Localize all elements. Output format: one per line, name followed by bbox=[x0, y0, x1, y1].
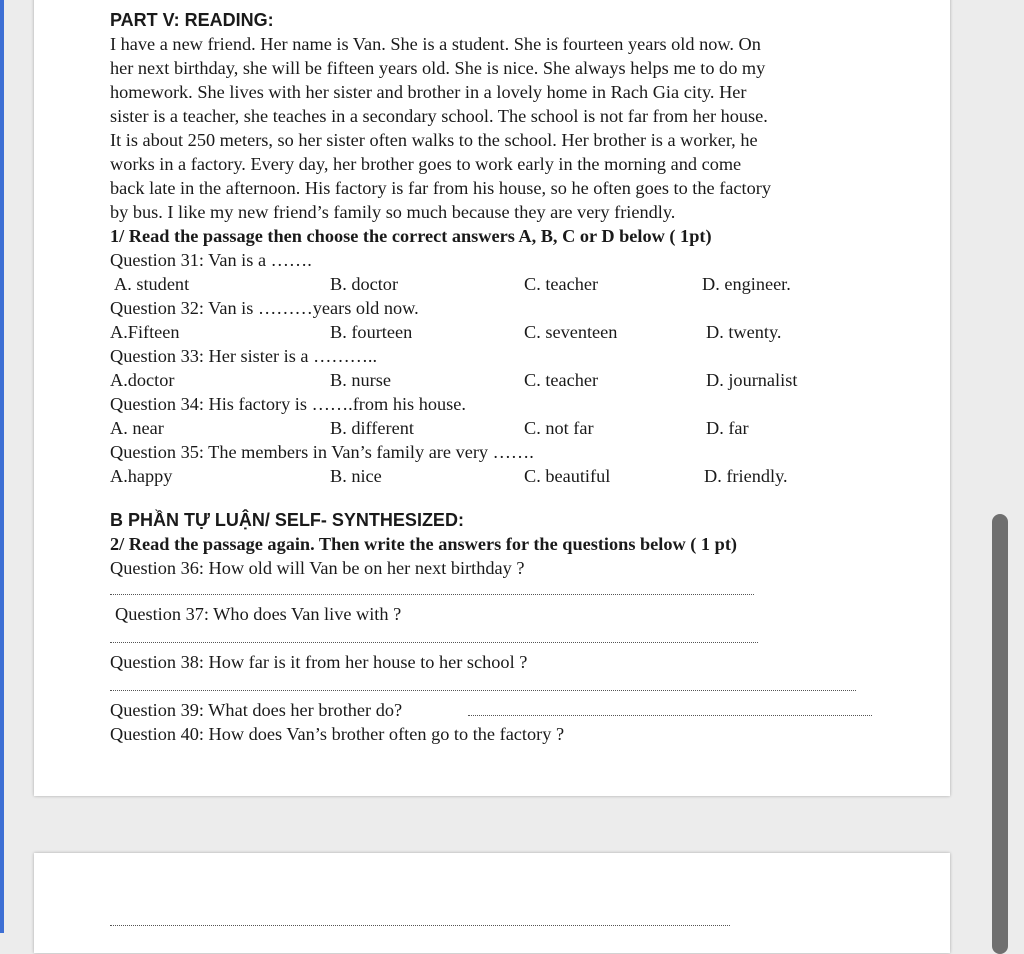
document-page bbox=[34, 0, 950, 796]
q32-option-a: A.Fifteen bbox=[110, 322, 180, 342]
q32-option-b: B. fourteen bbox=[330, 322, 413, 342]
question-40: Question 40: How does Van’s brother often go to the factory ? bbox=[110, 724, 565, 744]
passage-line: sister is a teacher, she teaches in a secondary school. The school is not far from her house. bbox=[110, 106, 768, 126]
passage-line: by bus. I like my new friend’s family so much because they are very friendly. bbox=[110, 202, 676, 222]
q34-option-b: B. different bbox=[330, 418, 414, 438]
answer-line-39[interactable] bbox=[468, 715, 872, 716]
q34-option-c: C. not far bbox=[524, 418, 594, 438]
passage-line: It is about 250 meters, so her sister often walks to the school. Her brother is a worker, he bbox=[110, 130, 758, 150]
document-page-2 bbox=[34, 853, 950, 953]
question-39: Question 39: What does her brother do? bbox=[110, 700, 403, 720]
passage-line: her next birthday, she will be fifteen years old. She is nice. She always helps me to do my bbox=[110, 58, 766, 78]
q31-option-b: B. doctor bbox=[330, 274, 399, 294]
passage-line: homework. She lives with her sister and brother in a lovely home in Rach Gia city. Her bbox=[110, 82, 747, 102]
question-34: Question 34: His factory is …….from his house. bbox=[110, 394, 466, 414]
question-36: Question 36: How old will Van be on her next birthday ? bbox=[110, 558, 525, 578]
question-33: Question 33: Her sister is a ……….. bbox=[110, 346, 378, 366]
q33-option-a: A.doctor bbox=[110, 370, 175, 390]
answer-line-36[interactable] bbox=[110, 594, 754, 595]
section-b-title: B PHẦN TỰ LUẬN/ SELF- SYNTHESIZED: bbox=[110, 510, 464, 530]
q31-option-d: D. engineer. bbox=[702, 274, 791, 294]
section2-instruction: 2/ Read the passage again. Then write the answers for the questions below ( 1 pt) bbox=[110, 534, 737, 554]
answer-line-38[interactable] bbox=[110, 690, 856, 691]
q35-option-c: C. beautiful bbox=[524, 466, 611, 486]
question-31: Question 31: Van is a ……. bbox=[110, 250, 312, 270]
answer-line-37[interactable] bbox=[110, 642, 758, 643]
q35-option-a: A.happy bbox=[110, 466, 173, 486]
question-37: Question 37: Who does Van live with ? bbox=[115, 604, 402, 624]
question-32: Question 32: Van is ………years old now. bbox=[110, 298, 419, 318]
q32-option-d: D. twenty. bbox=[706, 322, 782, 342]
question-35: Question 35: The members in Van’s family are very ……. bbox=[110, 442, 534, 462]
q34-option-a: A. near bbox=[110, 418, 164, 438]
window-left-edge bbox=[0, 0, 4, 933]
answer-line-40[interactable] bbox=[110, 925, 730, 926]
passage-line: works in a factory. Every day, her brother goes to work early in the morning and come bbox=[110, 154, 742, 174]
q35-option-b: B. nice bbox=[330, 466, 382, 486]
q33-option-b: B. nurse bbox=[330, 370, 391, 390]
scrollbar-thumb[interactable] bbox=[992, 514, 1008, 954]
q35-option-d: D. friendly. bbox=[704, 466, 788, 486]
section1-instruction: 1/ Read the passage then choose the correct answers A, B, C or D below ( 1pt) bbox=[110, 226, 712, 246]
part-title: PART V: READING: bbox=[110, 10, 274, 30]
passage-line: I have a new friend. Her name is Van. She is a student. She is fourteen years old now. On bbox=[110, 34, 761, 54]
q31-option-c: C. teacher bbox=[524, 274, 599, 294]
question-38: Question 38: How far is it from her house to her school ? bbox=[110, 652, 528, 672]
q33-option-c: C. teacher bbox=[524, 370, 599, 390]
q31-option-a: A. student bbox=[114, 274, 190, 294]
q32-option-c: C. seventeen bbox=[524, 322, 618, 342]
q34-option-d: D. far bbox=[706, 418, 749, 438]
q33-option-d: D. journalist bbox=[706, 370, 798, 390]
passage-line: back late in the afternoon. His factory is far from his house, so he often goes to the factory bbox=[110, 178, 771, 198]
